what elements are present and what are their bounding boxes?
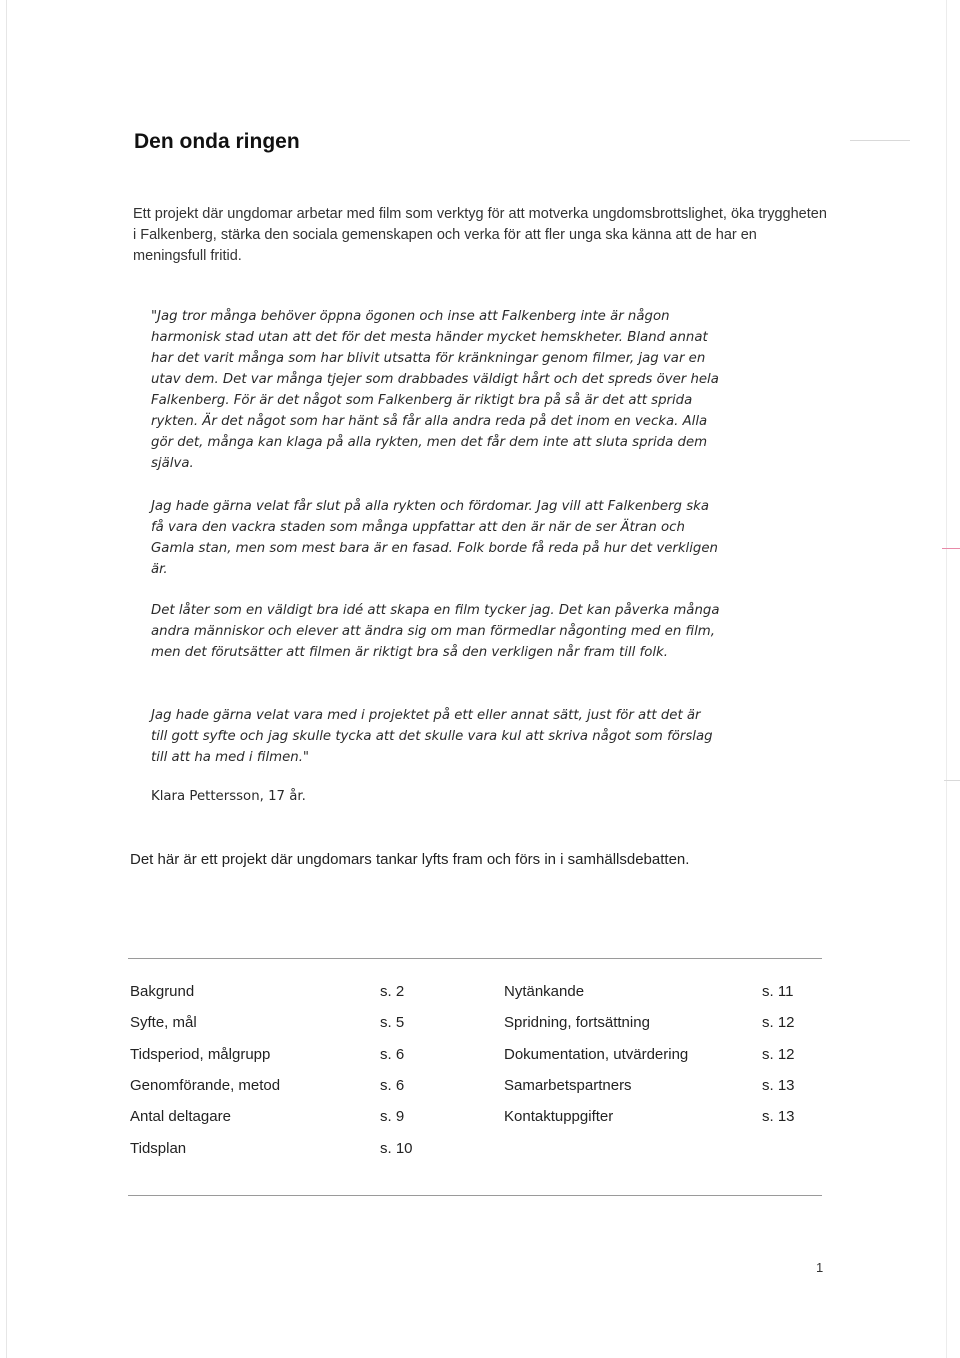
toc-item-page: s. 10 — [380, 1140, 413, 1157]
scan-left-edge — [6, 0, 7, 1358]
toc-item-page: s. 6 — [380, 1046, 405, 1063]
toc-item-page: s. 5 — [380, 1014, 405, 1031]
scan-margin-mark — [850, 140, 910, 141]
toc-item-label: Antal deltagare — [130, 1108, 231, 1125]
document-title: Den onda ringen — [134, 130, 300, 153]
toc-item-page: s. 12 — [762, 1014, 795, 1031]
quote-paragraph-3: Det låter som en väldigt bra idé att skapa en film tycker jag. Det kan påverka många andra människor och elever att ändra sig om man förmedlar någonting med en film, men det förutsätter att filmen är riktigt bra så den verkligen når fram till folk. — [151, 603, 720, 660]
intro-paragraph: Ett projekt där ungdomar arbetar med film som verktyg för att motverka ungdomsbrottslighet, öka tryggheten i Falkenberg, stärka den sociala gemenskapen och verka för att fler unga ska känna att de har en meningsfull fritid. — [133, 206, 827, 264]
toc-item-label: Spridning, fortsättning — [504, 1014, 650, 1031]
toc-item-page: s. 13 — [762, 1108, 795, 1125]
toc-item-label: Syfte, mål — [130, 1014, 197, 1031]
toc-item-label: Samarbetspartners — [504, 1077, 632, 1094]
toc-bottom-divider — [128, 1195, 822, 1196]
toc-item-page: s. 2 — [380, 983, 405, 1000]
scan-right-edge — [946, 0, 947, 1358]
toc-item-label: Tidsplan — [130, 1140, 187, 1157]
quote-paragraph-4: Jag hade gärna velat vara med i projektet på ett eller annat sätt, just för att det är till gott syfte och jag skulle tycka att det skulle vara kul att skriva något som förslag till att ha med i filmen." — [151, 708, 713, 765]
quote-paragraph-1: "Jag tror många behöver öppna ögonen och inse att Falkenberg inte är någon harmonisk stad utan att det för det mesta händer mycket hemskheter. Bland annat har det varit många som har blivit utsatta för kränkningar genom filmer, jag var en utav dem. Det var många tjejer som drabbades väldigt hårt och det spreds över hela Falkenberg. För är det något som Falkenberg är riktigt bra på så är det att sprida rykten. Är det något som har hänt så får alla andra reda på det inom en vecka. Alla gör det, många kan klaga på alla rykten, men det får dem inte att sluta sprida dem själva. — [151, 309, 719, 471]
scan-margin-mark — [944, 780, 960, 781]
quote-author: Klara Pettersson, 17 år. — [151, 789, 306, 804]
toc-item-page: s. 13 — [762, 1077, 795, 1094]
toc-item-label: Genomförande, metod — [130, 1077, 281, 1094]
toc-item-page: s. 6 — [380, 1077, 405, 1094]
toc-item-label: Nytänkande — [504, 983, 585, 1000]
summary-sentence: Det här är ett projekt där ungdomars tankar lyfts fram och förs in i samhällsdebatten. — [130, 851, 690, 868]
toc-item-label: Bakgrund — [130, 983, 195, 1000]
toc-item-page: s. 12 — [762, 1046, 795, 1063]
scan-margin-mark — [942, 548, 960, 549]
toc-item-page: s. 11 — [762, 983, 794, 1000]
toc-item-label: Dokumentation, utvärdering — [504, 1046, 689, 1063]
toc-item-label: Kontaktuppgifter — [504, 1108, 614, 1125]
toc-item-page: s. 9 — [380, 1108, 405, 1125]
quote-paragraph-2: Jag hade gärna velat får slut på alla rykten och fördomar. Jag vill att Falkenberg ska få vara den vackra staden som många uppfattar att den är när de ser Ätran och Gamla stan, men som mest bara är en fasad. Folk borde få reda på hur det verkligen är. — [151, 499, 718, 577]
toc-top-divider — [128, 958, 822, 959]
page-number: 1 — [816, 1260, 824, 1275]
toc-item-label: Tidsperiod, målgrupp — [130, 1046, 271, 1063]
